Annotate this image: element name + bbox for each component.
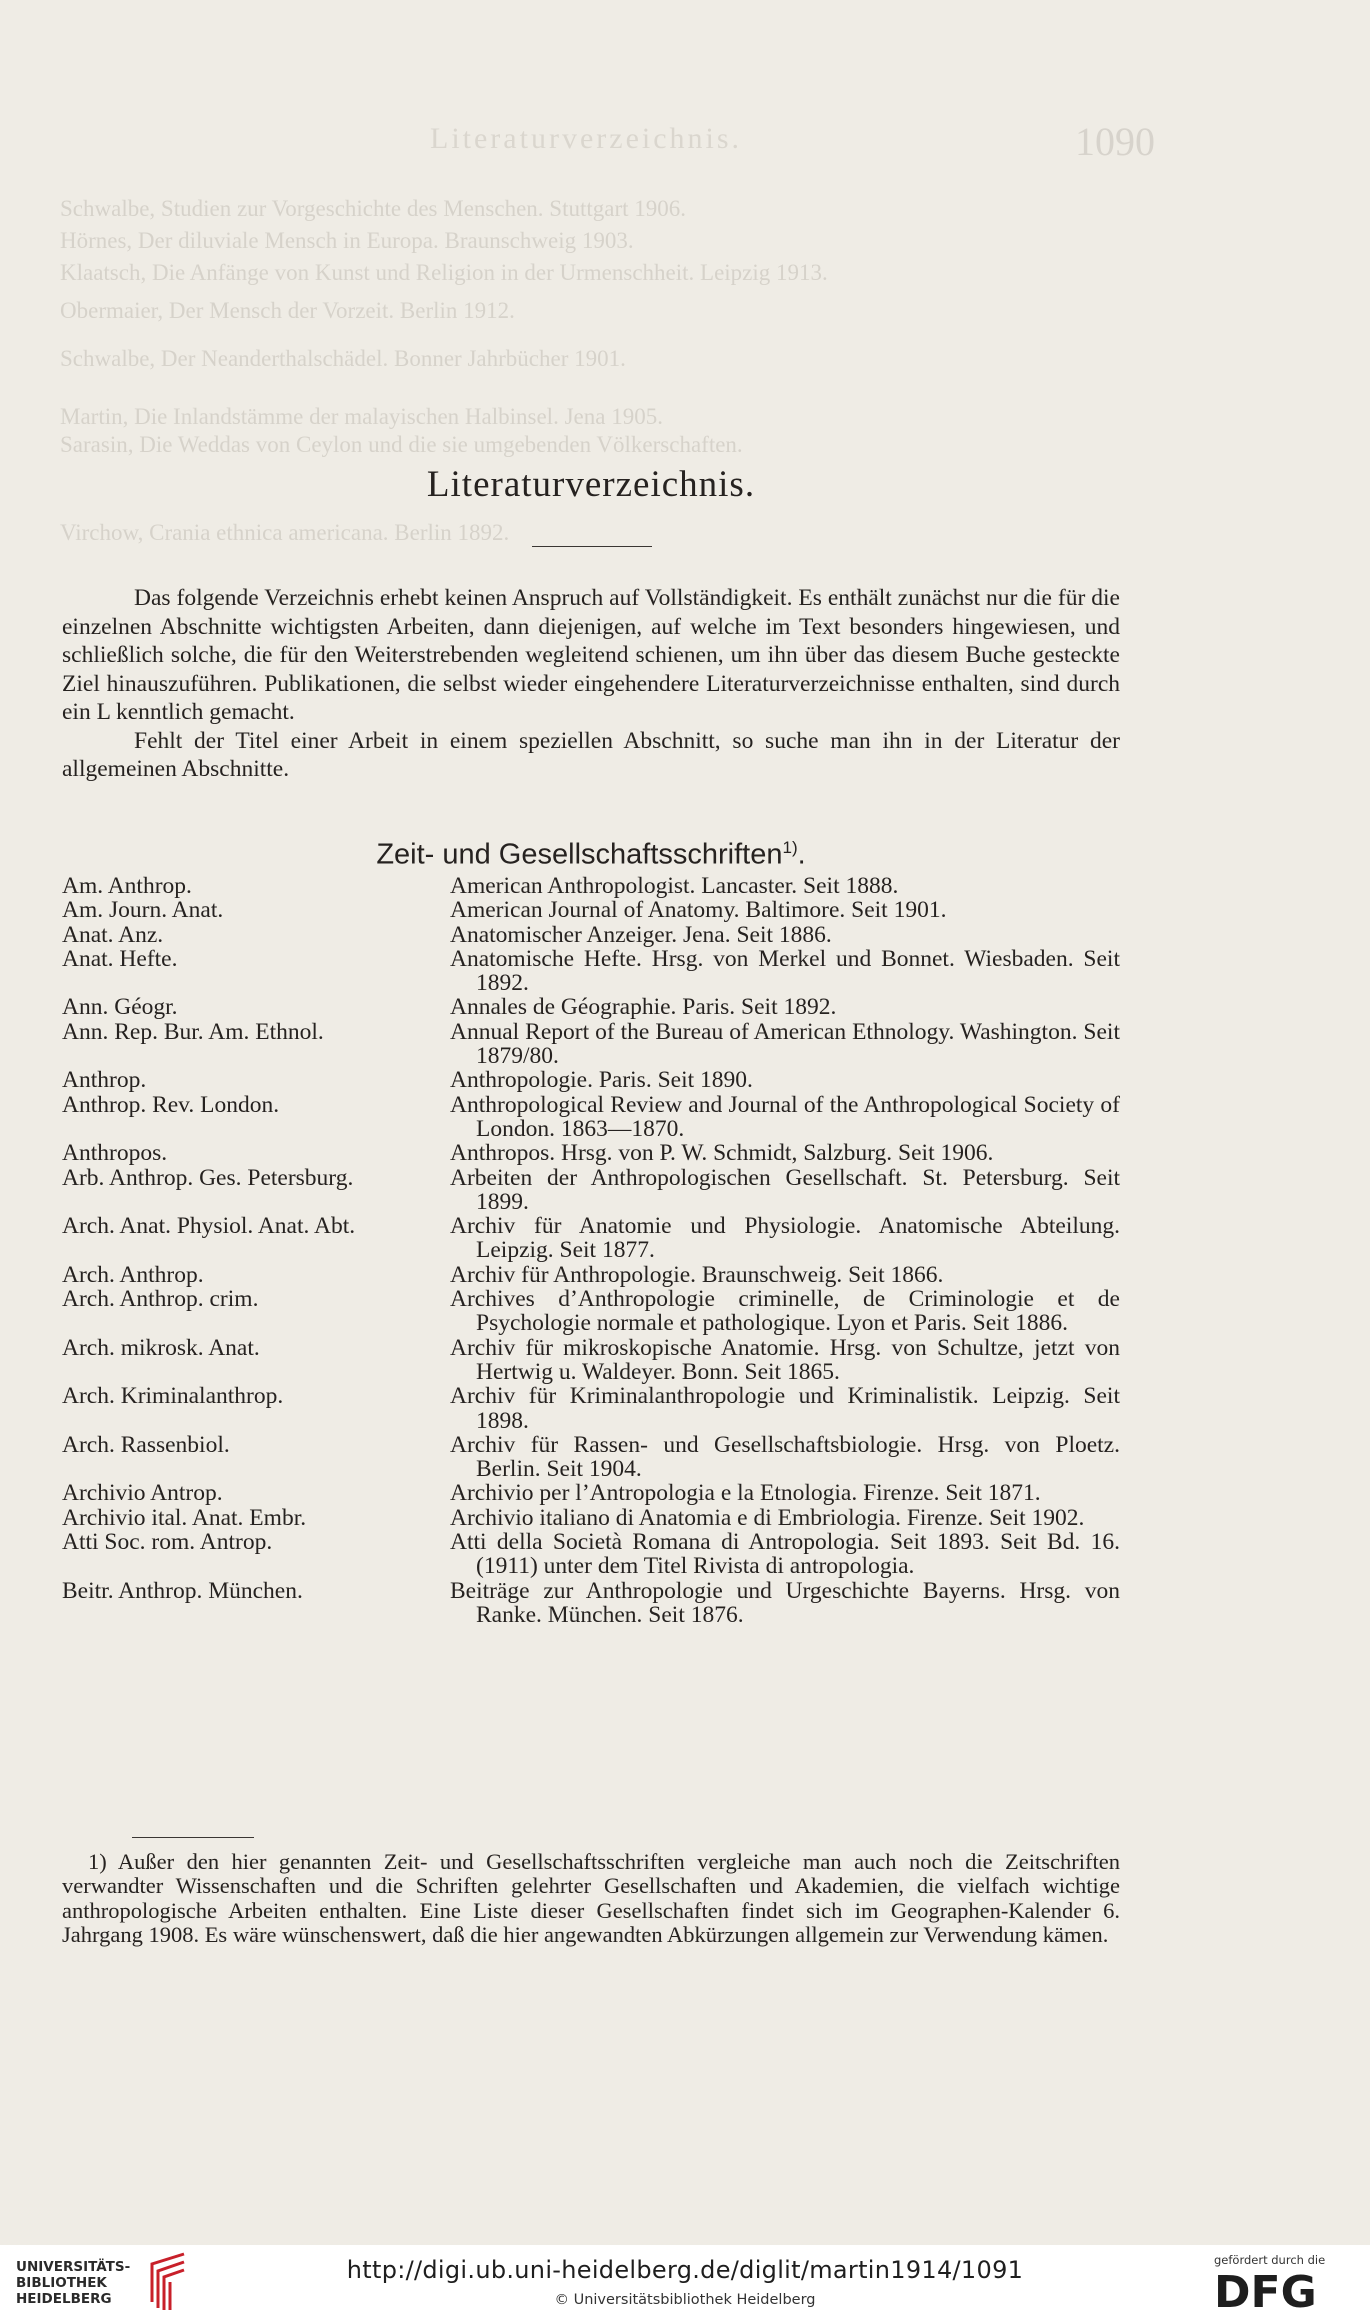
periodical-full-title: Anthropos. Hrsg. von P. W. Schmidt, Salzburg. Seit 1906. <box>450 1140 994 1167</box>
periodical-entry <box>62 1214 1120 1263</box>
page-title: Literaturverzeichnis. <box>426 464 756 505</box>
periodical-abbreviation: Anthrop. Rev. London. <box>62 1091 280 1118</box>
periodical-entry <box>62 874 1120 898</box>
periodical-full-title: Annual Report of the Bureau of American Ethnology. Washington. Seit 1879/80. <box>450 1018 1120 1070</box>
periodical-entry <box>62 898 1120 922</box>
periodical-abbreviation: Ann. Géogr. <box>62 994 178 1021</box>
periodical-entry <box>62 1166 1120 1215</box>
periodical-entry <box>62 1506 1120 1530</box>
periodical-entry <box>62 1530 1120 1579</box>
periodical-entry <box>62 1336 1120 1385</box>
library-name-line: BIBLIOTHEK <box>16 2275 107 2291</box>
bleed-through-line: Martin, Die Inlandstämme der malayischen Halbinsel. Jena 1905. <box>60 404 663 429</box>
periodical-full-title: Archiv für Kriminalanthropologie und Kriminalistik. Leipzig. Seit 1898. <box>450 1383 1120 1434</box>
periodical-entry <box>62 1287 1120 1336</box>
periodical-abbreviation: Archivio Antrop. <box>62 1480 223 1507</box>
periodical-abbreviation: Arb. Anthrop. Ges. Petersburg. <box>62 1164 354 1191</box>
periodical-entry <box>62 1481 1120 1505</box>
periodical-entry <box>62 1384 1120 1433</box>
dfg-logo[interactable] <box>1212 2265 1352 2313</box>
library-name-line: UNIVERSITÄTS- <box>16 2259 131 2275</box>
periodical-abbreviation: Beitr. Anthrop. München. <box>62 1577 303 1604</box>
bleed-through-line: Schwalbe, Studien zur Vorgeschichte des Menschen. Stuttgart 1906. <box>60 196 687 221</box>
bleed-through-line: Virchow, Crania ethnica americana. Berlin 1892. <box>60 520 510 545</box>
periodical-abbreviation: Anat. Anz. <box>62 921 164 948</box>
bleed-through-line: Obermaier, Der Mensch der Vorzeit. Berlin 1912. <box>60 298 515 323</box>
periodical-full-title: Annales de Géographie. Paris. Seit 1892. <box>450 994 837 1021</box>
intro-paragraph: Fehlt der Titel einer Arbeit in einem speziellen Abschnitt, so suche man ihn in der Literatur der allgemeinen Abschnitte. <box>62 727 1120 782</box>
periodical-full-title: Anthropological Review and Journal of the Anthropological Society of London. 1863—1870. <box>450 1091 1120 1142</box>
periodical-full-title: Anthropologie. Paris. Seit 1890. <box>450 1067 753 1094</box>
periodical-abbreviation: Arch. Anat. Physiol. Anat. Abt. <box>62 1213 356 1240</box>
periodical-entry <box>62 1263 1120 1287</box>
bleed-through-running-head: Literaturverzeichnis. <box>430 122 743 155</box>
periodical-full-title: Archivio italiano di Anatomia e di Embriologia. Firenze. Seit 1902. <box>450 1504 1085 1531</box>
library-name-line: HEIDELBERG <box>16 2291 112 2307</box>
periodical-full-title: Archiv für Rassen- und Gesellschaftsbiologie. Hrsg. von Ploetz. Berlin. Seit 1904. <box>450 1431 1120 1483</box>
periodical-abbreviation: Anthrop. <box>62 1067 147 1094</box>
periodical-abbreviation: Anat. Hefte. <box>62 945 178 972</box>
periodical-abbreviation: Anthropos. <box>62 1140 168 1167</box>
copyright-notice: © Universitätsbibliothek Heidelberg <box>554 2292 816 2308</box>
periodical-entry <box>62 995 1120 1019</box>
periodical-abbreviation: Arch. Rassenbiol. <box>62 1431 230 1458</box>
intro-text <box>62 584 1120 784</box>
footnote-text: 1) Außer den hier genannten Zeit- und Gesellschaftsschriften vergleiche man auch noch die Zeitschriften verwandter Wissenschaften und die Schriften gelehrter Gesellschaften und Akademien, die vielfach wichtige anthropologische Arbeiten enthalten. Eine Liste dieser Gesellschaften findet sich im Geographen-Kalender 6. Jahrgang 1908. Es wäre wünschenswert, daß die hier angewandten Abkürzungen allgemein zur Verwendung kämen. <box>62 1849 1120 1947</box>
periodical-abbreviation: Archivio ital. Anat. Embr. <box>62 1504 307 1531</box>
viewer-footer <box>0 2245 1370 2318</box>
intro-paragraph: Das folgende Verzeichnis erhebt keinen Anspruch auf Vollständigkeit. Es enthält zunächst nur die für die einzelnen Abschnitte wichtigsten Arbeiten, dann diejenigen, auf welche im Text besonders hingewiesen, und schließlich solche, die für den Weiterstrebenden wegleitend schienen, um ihn über das diesem Buche gesteckte Ziel hinauszuführen. Publikationen, die selbst wieder eingehendere Literaturverzeichnisse enthalten, sind durch ein L kenntlich gemacht. <box>62 585 1120 725</box>
section-heading-text: Zeit- und Gesellschaftsschriften <box>376 838 783 871</box>
periodical-abbreviation: Arch. Anthrop. <box>62 1261 204 1288</box>
periodical-abbreviation: Atti Soc. rom. Antrop. <box>62 1529 273 1556</box>
periodical-full-title: American Journal of Anatomy. Baltimore. Seit 1901. <box>450 897 947 924</box>
periodical-full-title: Archivio per l’Antropologia e la Etnologia. Firenze. Seit 1871. <box>450 1480 1041 1507</box>
periodical-full-title: Beiträge zur Anthropologie und Urgeschichte Bayerns. Hrsg. von Ranke. München. Seit 1876. <box>450 1577 1120 1628</box>
bleed-through-line: Klaatsch, Die Anfänge von Kunst und Religion in der Urmenschheit. Leipzig 1913. <box>60 260 828 285</box>
bleed-through-page-number: 1090 <box>1075 119 1155 164</box>
periodical-full-title: Atti della Società Romana di Antropologia. Seit 1893. Seit Bd. 16. (1911) unter dem Titel Rivista di antropologia. <box>450 1529 1120 1580</box>
periodicals-list <box>62 874 1120 1627</box>
periodical-full-title: American Anthropologist. Lancaster. Seit 1888. <box>450 873 899 899</box>
periodical-full-title: Anatomischer Anzeiger. Jena. Seit 1886. <box>450 921 832 948</box>
footnote-mark: 1) <box>782 838 798 857</box>
periodical-full-title: Arbeiten der Anthropologischen Gesellschaft. St. Petersburg. Seit 1899. <box>450 1164 1120 1215</box>
bleed-through-line: Sarasin, Die Weddas von Ceylon und die sie umgebenden Völkerschaften. <box>60 432 743 457</box>
periodical-abbreviation: Am. Anthrop. <box>62 873 192 899</box>
funder-caption: gefördert durch die <box>1214 2253 1326 2267</box>
periodical-full-title: Anatomische Hefte. Hrsg. von Merkel und Bonnet. Wiesbaden. Seit 1892. <box>450 945 1120 997</box>
footnote <box>62 1850 1120 1947</box>
periodical-abbreviation: Arch. Kriminalanthrop. <box>62 1383 284 1410</box>
permalink-url[interactable]: http://digi.ub.uni-heidelberg.de/diglit/martin1914/1091 <box>346 2256 1024 2284</box>
footnote-rule <box>132 1837 254 1838</box>
title-rule <box>532 546 652 547</box>
periodical-full-title: Archiv für Anthropologie. Braunschweig. Seit 1866. <box>450 1261 944 1288</box>
periodical-entry <box>62 1433 1120 1482</box>
periodical-full-title: Archiv für mikroskopische Anatomie. Hrsg. von Schultze, jetzt von Hertwig u. Waldeyer. Bonn. Seit 1865. <box>450 1334 1120 1385</box>
periodical-entry <box>62 1068 1120 1092</box>
periodical-entry <box>62 1579 1120 1628</box>
periodical-entry <box>62 1093 1120 1142</box>
periodical-full-title: Archiv für Anatomie und Physiologie. Anatomische Abteilung. Leipzig. Seit 1877. <box>450 1213 1120 1264</box>
periodical-entry <box>62 1020 1120 1069</box>
periodical-abbreviation: Am. Journ. Anat. <box>62 897 224 924</box>
section-heading: Zeit- und Gesellschaftsschriften$^{1)}$. <box>376 838 806 871</box>
periodical-entry <box>62 923 1120 947</box>
periodical-abbreviation: Ann. Rep. Bur. Am. Ethnol. <box>62 1018 324 1045</box>
periodical-entry <box>62 1141 1120 1165</box>
periodical-abbreviation: Arch. mikrosk. Anat. <box>62 1334 260 1361</box>
periodical-abbreviation: Arch. Anthrop. crim. <box>62 1286 259 1313</box>
bleed-through-line: Hörnes, Der diluviale Mensch in Europa. Braunschweig 1903. <box>60 228 634 253</box>
periodical-entry <box>62 947 1120 996</box>
dfg-logo-text: DFG <box>1214 2267 1317 2313</box>
bleed-through-line: Schwalbe, Der Neanderthalschädel. Bonner Jahrbücher 1901. <box>60 346 626 371</box>
periodical-full-title: Archives d’Anthropologie criminelle, de Criminologie et de Psychologie normale et pathologique. Lyon et Paris. Seit 1886. <box>450 1286 1120 1337</box>
